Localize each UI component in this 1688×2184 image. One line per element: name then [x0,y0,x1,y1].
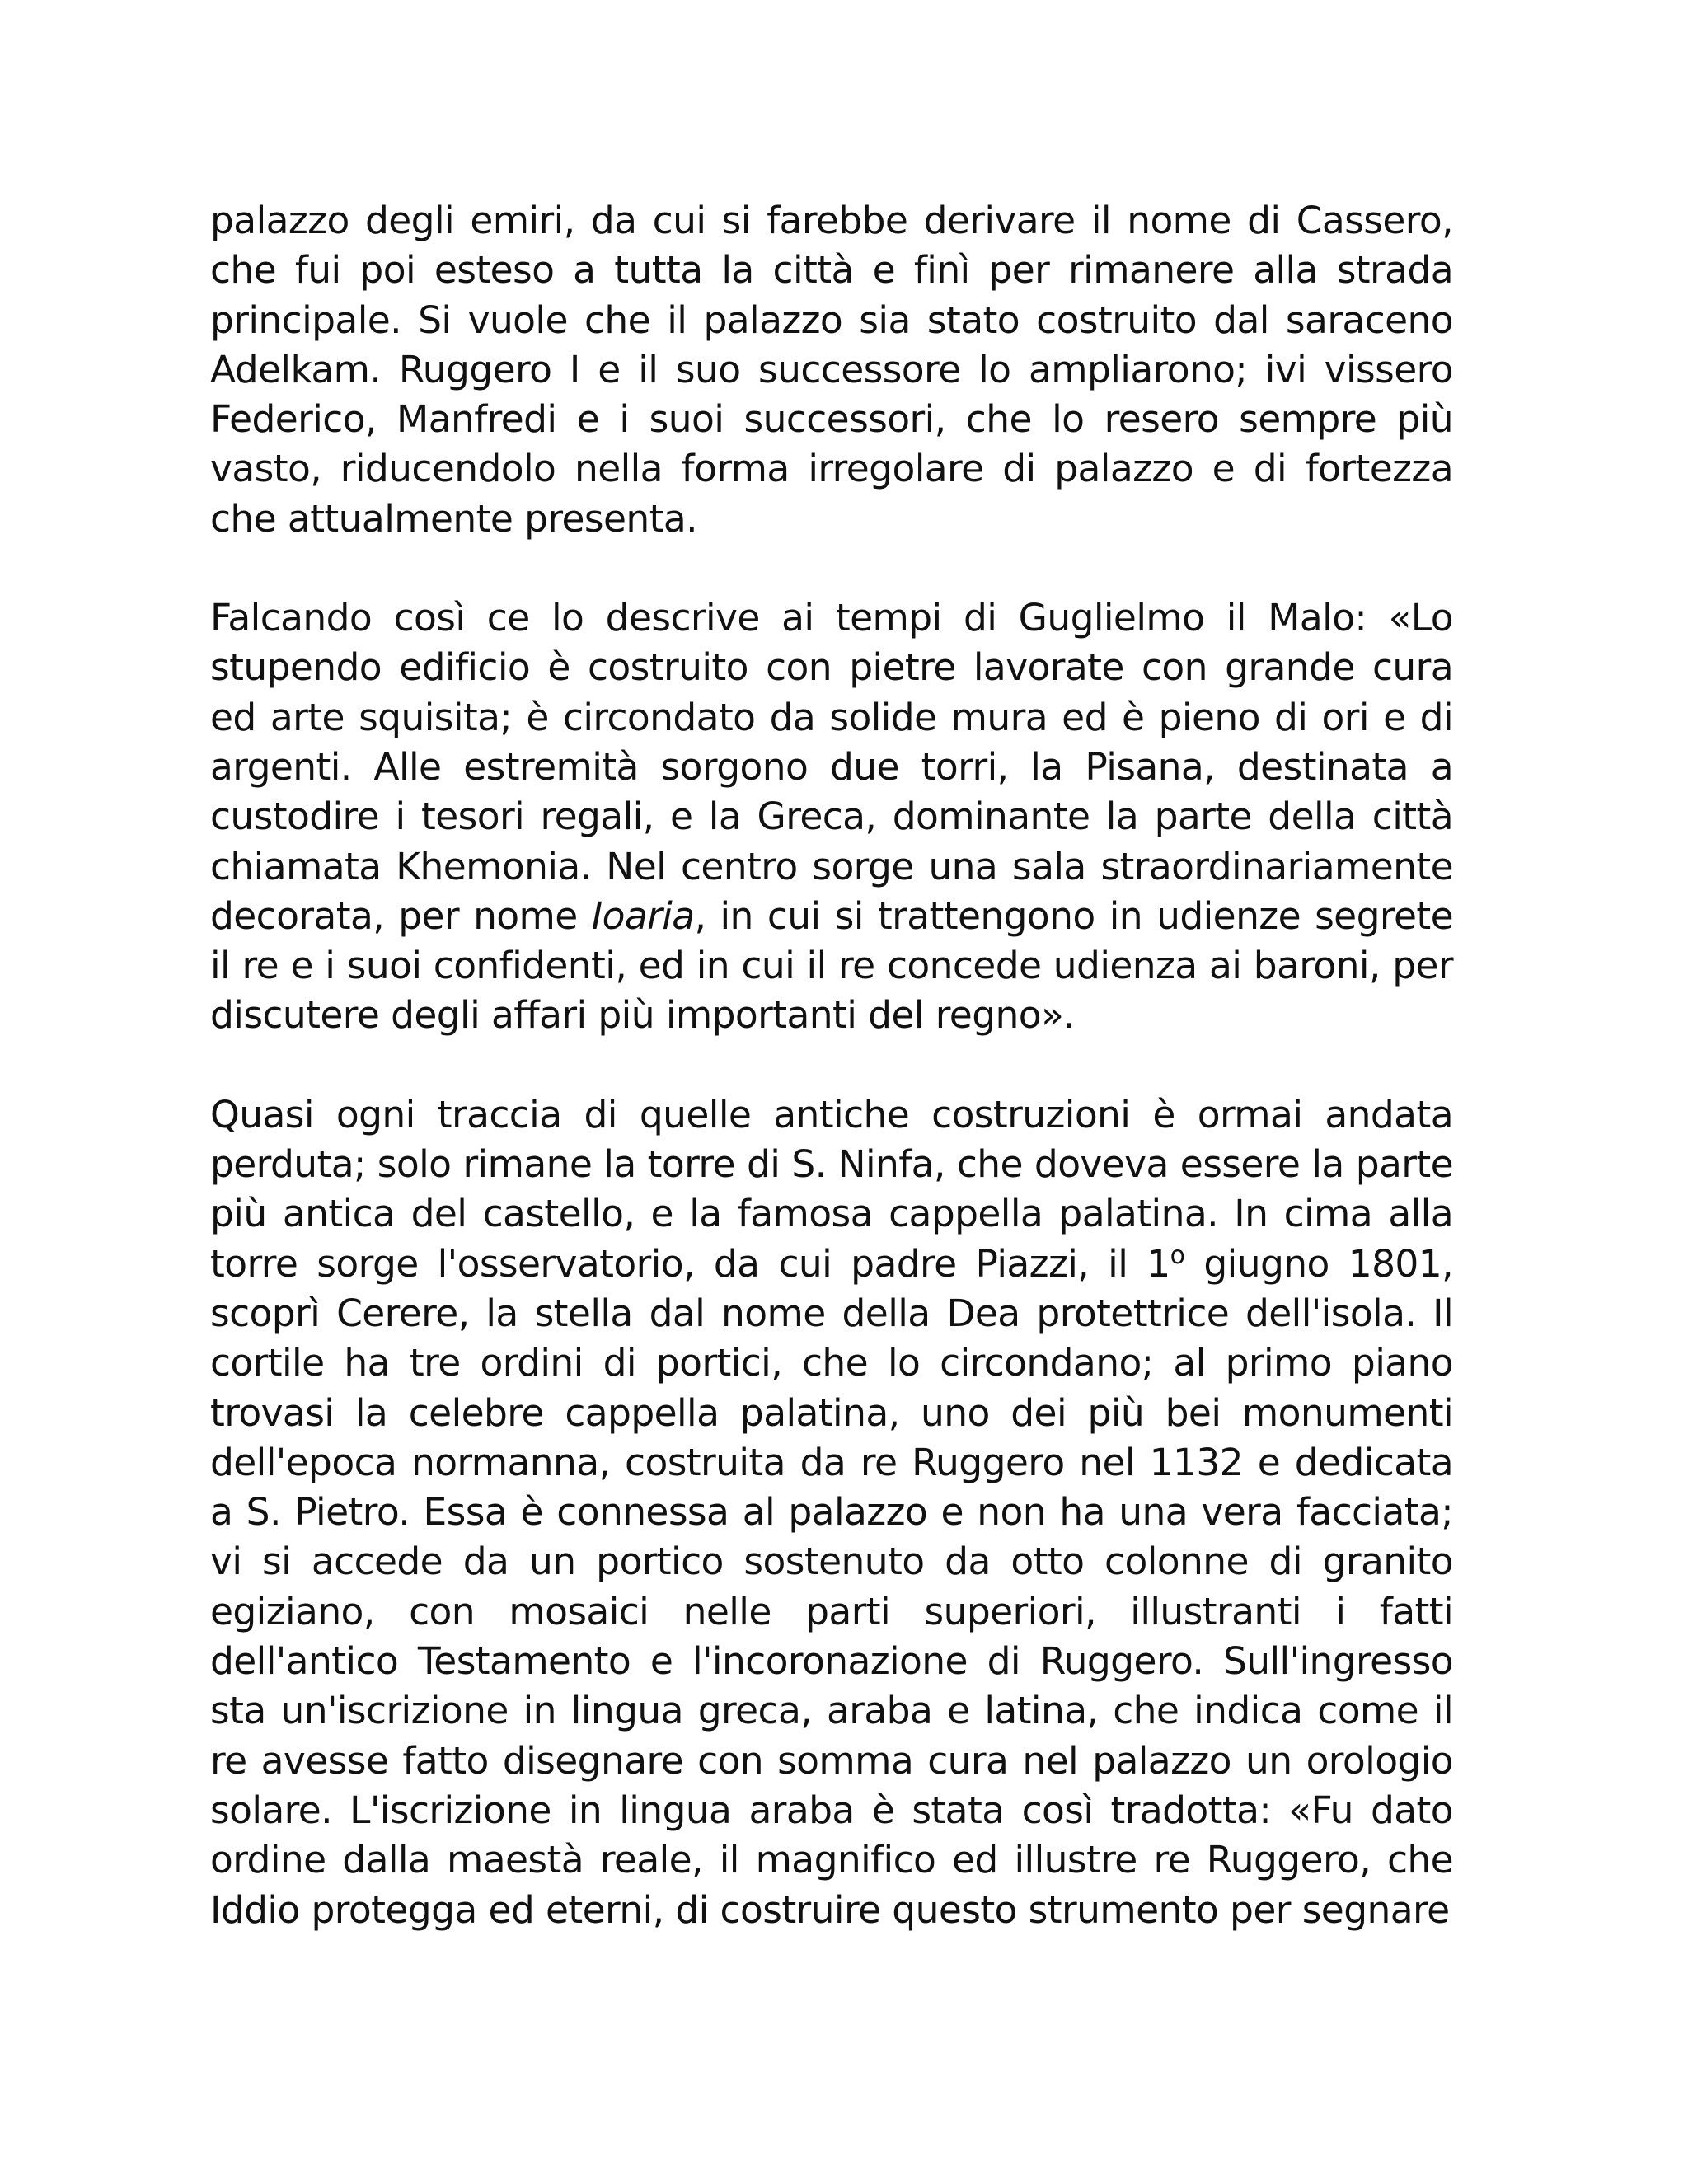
paragraph-palazzo-emiri [210,196,1453,544]
text-run: giugno 1801, scoprì Cerere, la stella dal nome della Dea protettrice dell'isola. Il cortile ha tre ordini di portici, che lo circondano; al primo piano trovasi la celebre cappella palatina, uno dei più bei monumenti dell'epoca normanna, costruita da re Ruggero nel 1132 e dedicata a S. Pietro. Essa è connessa al palazzo e non ha una vera facciata; vi si accede da un portico sostenuto da otto colonne di granito egiziano, con mosaici nelle parti superiori, illustranti i fatti dell'antico Testamento e l'incoronazione di Ruggero. Sull'ingresso sta un'iscrizione in lingua greca, araba e latina, che indica come il re avesse fatto disegnare con somma cura nel palazzo un orologio solare. L'iscrizione in lingua araba è stata così tradotta: «Fu dato ordine dalla maestà reale, il magnifico ed illustre re Ruggero, che Iddio protegga ed eterni, di costruire questo strumento per segnare [210,1241,1453,1932]
italic-term: Ioaria [591,893,695,938]
document-body [210,196,1453,1935]
text-run: palazzo degli emiri, da cui si farebbe derivare il nome di Cassero, che fui poi esteso a tutta la città e finì per rimanere alla strada principale. Si vuole che il palazzo sia stato costruito dal saraceno Adelkam. Ruggero I e il suo successore lo ampliarono; ivi vissero Federico, Manfredi e i suoi successori, che lo resero sempre più vasto, riducendolo nella forma irregolare di palazzo e di fortezza che attualmente presenta. [210,199,1453,541]
text-run: Quasi ogni traccia di quelle antiche costruzioni è ormai andata perduta; solo rimane la torre di S. Ninfa, che doveva essere la parte più antica del castello, e la famosa cappella palatina. In cima alla torre sorge l'osservatorio, da cui padre Piazzi, il 1 [210,1092,1453,1286]
text-run: , in cui si trattengono in udienze segrete il re e i suoi confidenti, ed in cui il re concede udienza ai baroni, per discutere degli affari più importanti del regno». [210,893,1453,1038]
paragraph-falcando [210,593,1453,1041]
text-run: Falcando così ce lo descrive ai tempi di Guglielmo il Malo: «Lo stupendo edificio è costruito con pietre lavorate con grande cura ed arte squisita; è circondato da solide mura ed è pieno di ori e di argenti. Alle estremità sorgono due torri, la Pisana, destinata a custodire i tesori regali, e la Greca, dominante la parte della città chiamata Khemonia. Nel centro sorge una sala straordinariamente decorata, per nome [210,596,1453,938]
paragraph-cappella-palatina [210,1090,1453,1935]
ordinal-superscript: o [1170,1240,1185,1270]
